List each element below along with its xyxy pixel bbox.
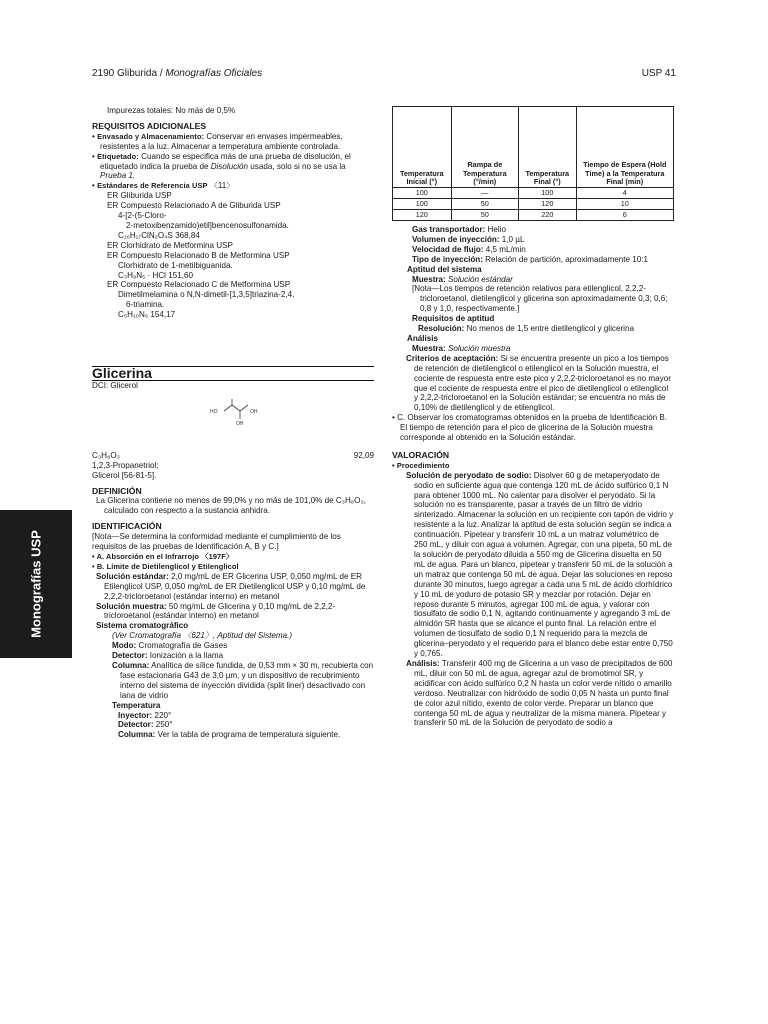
- ident-c: • C. Observar los cromatogramas obtenidos en la prueba de Identificación B. El tiempo de retención para el pico de glicerina de la Solución muestra corresponde al obtenido en la Solución estándar.: [392, 413, 668, 443]
- solucion-muestra-label: Solución muestra:: [96, 601, 167, 611]
- dci-line: DCI: Glicerol: [92, 380, 138, 390]
- nota-retencion: [Nota—Los tiempos de retención relativos para etilenglicol, 2,2,2-tricloroetanol, dietilenglicol y glicerina son aproximadamente 0,3; 0,6; 0,8 y 1,0, respectivamente.]: [412, 284, 668, 314]
- columna2-line: [92, 730, 374, 740]
- section-tab-label: Monografías USP: [28, 530, 44, 638]
- peryodato-line: [392, 471, 674, 659]
- ref-line: ER Compuesto Relacionado C de Metformina USP: [107, 280, 291, 290]
- muestra2-label: Muestra:: [412, 343, 446, 353]
- impurezas-totales: Impurezas totales: No más de 0,5%: [107, 106, 236, 115]
- table-cell: 120: [519, 199, 576, 210]
- resolucion-line: [392, 324, 674, 334]
- header-book-title: Monografías Oficiales: [165, 68, 263, 79]
- table-cell: —: [451, 188, 518, 199]
- ref-line: C₅H₁₀N₆ 154,17: [118, 310, 176, 320]
- table-cell: 4: [576, 188, 673, 199]
- muestra2-line: [392, 344, 674, 354]
- ident-a-text: A. Absorción en el Infrarrojo 〈197F〉: [96, 552, 234, 561]
- table-header-cell: Temperatura Inicial (°): [393, 107, 452, 188]
- inyector-label: Inyector:: [118, 710, 153, 720]
- columna-line: [92, 661, 374, 701]
- analisis2-label: Análisis:: [406, 658, 440, 668]
- volumen-text: 1,0 µL: [499, 234, 525, 244]
- muestra1-label: Muestra:: [412, 274, 446, 284]
- analisis2-line: [392, 659, 674, 728]
- ref-line: ER Compuesto Relacionado A de Gliburida USP: [107, 201, 281, 211]
- detector2-text: 250°: [153, 720, 173, 730]
- structure-label-oh-bottom: OH: [236, 420, 244, 427]
- resolucion-text: No menos de 1,5 entre dietilenglicol y glicerina: [464, 324, 634, 334]
- tipo-line: [392, 255, 674, 265]
- volumen-line: [392, 235, 674, 245]
- detector-text: Ionización a la llama: [147, 651, 224, 661]
- etiquetado-item: • Etiquetado: Cuando se especifica más de una prueba de disolución, el etiquetado indica la prueba de Disolución usada, solo si no se usa la Prueba 1.: [92, 151, 351, 181]
- solucion-muestra-text: 50 mg/mL de Glicerina y 0,10 mg/mL de 2,2,2-tricloroetanol (estándar interno) en metanol: [104, 601, 336, 621]
- identificacion-heading: IDENTIFICACIÓN: [92, 521, 162, 532]
- header-right: USP 41: [641, 68, 676, 79]
- detector2-line: [92, 720, 374, 730]
- req-aptitud-heading: Requisitos de aptitud: [412, 314, 495, 324]
- solucion-estandar: [92, 572, 374, 602]
- gas-label: Gas transportador:: [412, 225, 486, 234]
- reference-standards-list: [92, 191, 374, 320]
- structure-label-ho: HO: [210, 408, 218, 415]
- detector2-label: Detector:: [118, 720, 154, 730]
- table-cell: 120: [393, 210, 452, 221]
- ref-line: ER Compuesto Relacionado B de Metformina USP: [107, 250, 290, 260]
- criterios-line: [392, 354, 674, 413]
- temperature-program-table: [392, 106, 674, 221]
- peryodato-label: Solución de peryodato de sodio:: [406, 470, 532, 480]
- left-column: [92, 106, 374, 740]
- formula-row: [92, 451, 374, 461]
- modo-label: Modo:: [112, 641, 137, 651]
- columna2-label: Columna:: [118, 730, 156, 740]
- columna-label: Columna:: [112, 660, 150, 670]
- table-cell: 50: [451, 199, 518, 210]
- muestra1-text: Solución estándar: [445, 274, 513, 284]
- aptitud-heading: Aptitud del sistema: [407, 264, 482, 274]
- cas-name: Glicerol [56-81-5].: [92, 470, 157, 480]
- detector-label: Detector:: [112, 651, 148, 661]
- tipo-label: Tipo de inyección:: [412, 254, 483, 264]
- table-header-cell: Temperatura Final (°): [519, 107, 576, 188]
- running-header: [92, 68, 676, 84]
- etiquetado-text2: usada, solo si no se usa la: [248, 161, 346, 171]
- ident-b: • B. Límite de Dietilenglicol y Etilenglicol: [92, 561, 239, 571]
- peryodato-text: Disolver 60 g de metaperyodato de sodio en suficiente agua que contenga 120 mL de ácido sulfúrico 0,1 N para obtener 1000 mL. No calentar para disolver el peryodato. Si la solución no es transparente, pasar a través de un filtro de vidrio sinterizado. Almacenar la solución en un recipiente con tapón de vidrio y resistente a la luz. Analizar la aptitud de esta solución según se indica a continuación. Pipetear y transferir 10 mL a un matraz volumétrico de 250 mL, y diluir con agua a volumen. Agregar, con una pipeta, 50 mL de la solución de peryodato diluida a 550 mg de Glicerina disuelta en 50 mL de agua. Para un blanco, pipetear y transferir 50 mL de la solución a un matraz que contenga 50 mL de agua. Dejar las soluciones en reposo durante 30 minutos, luego agregar a cada una 5 mL de ácido clorhídrico y 10 mL de yoduro de potasio SR y mezclar por rotación. Dejar en reposo durante 5 minutos, agregar 100 mL de agua, y valorar con tiosulfato de sodio 0,1 N, agitando continuamente y agregando 3 mL de almidón SR hasta que se alcance el punto final. La relación entre el volumen de tiosulfato de sodio 0,1 N requerido para la mezcla de glicerina–peryodato y el requerido para el blanco debe estar entre 0,750 y 0,765.: [414, 470, 674, 659]
- chemical-name: 1,2,3-Propanetriol;: [92, 460, 159, 470]
- table-cell: 10: [576, 199, 673, 210]
- solucion-muestra: [92, 602, 374, 622]
- sistema-heading: Sistema cromatográfico: [96, 621, 189, 631]
- etiquetado-italic2: Prueba 1.: [100, 171, 136, 181]
- columna2-text: Ver la tabla de programa de temperatura siguiente.: [155, 730, 341, 740]
- gas-text: Helio: [485, 225, 507, 234]
- procedimiento-label: Procedimiento: [396, 460, 450, 470]
- table-header-cell: Tiempo de Espera (Hold Time) a la Temperatura Final (min): [576, 107, 673, 188]
- molecular-formula: C₃H₈O₃: [92, 450, 120, 460]
- envasado-text: Conservar en envases impermeables, resistentes a la luz. Almacenar a temperatura ambiente controlada.: [100, 131, 343, 151]
- envasado-item: • Envasado y Almacenamiento: Conservar en envases impermeables, resistentes a la luz. Almacenar a temperatura ambiente controlada.: [92, 131, 343, 151]
- chemical-structure: [92, 391, 374, 451]
- ref-line: Clorhidrato de 1-metilbiguanida.: [118, 260, 233, 270]
- inyector-text: 220°: [152, 710, 172, 720]
- ident-c-text: C. Observar los cromatogramas obtenidos en la prueba de Identificación B. El tiempo de retención para el pico de glicerina de la Solución muestra corresponde al obtenido en la Solución estándar.: [397, 413, 668, 443]
- ref-line: 4-[2-(5-Cloro-: [118, 211, 167, 221]
- criterios-text: Si se encuentra presente un pico a los tiempos de retención de dietilenglicol o etilenglicol en la Solución muestra, el cociente de respuesta entre este pico y 2,2,2-tricloroetanol es no mayor que el cociente de respuesta entre el pico de dietilenglicol o etilenglicol y 2,2,2-tricloroetanol en la Solución estándar; se encuentra no más de 0,10% de dietilenglicol y de etilenglicol.: [414, 353, 671, 413]
- velocidad-line: [392, 245, 674, 255]
- envasado-label: Envasado y Almacenamiento:: [97, 131, 205, 141]
- temperatura-heading: Temperatura: [112, 700, 161, 710]
- ref-line: ER Clorhidrato de Metformina USP: [107, 240, 233, 250]
- table-header-row: [393, 107, 674, 188]
- table-cell: 100: [519, 188, 576, 199]
- definicion-text: La Glicerina contiene no menos de 99,0% y no más de 101,0% de C₃H₈O₃, calculado con respecto a la sustancia anhidra.: [96, 496, 366, 516]
- table-cell: 220: [519, 210, 576, 221]
- solucion-estandar-text: 2,0 mg/mL de ER Glicerina USP, 0,050 mg/mL de ER Etilenglicol USP, 0,050 mg/mL de ER Dietilenglicol USP y 0,10 mg/mL de 2,2,2-tricloroetanol (estándar interno) en metanol: [104, 571, 366, 601]
- analisis2-text: Transferir 400 mg de Glicerina a un vaso de precipitados de 600 mL, diluir con 50 mL de agua, agregar azul de bromotimol SR, y acidificar con ácido sulfúrico 0,2 N hasta un color verde nítido o amarillo verdoso. Neutralizar con hidróxido de sodio 0,05 N hasta un punto final de color azul nítido, exento de color verde. Preparar un blanco que contenga 50 mL de agua y neutralizar de la misma manera. Pipetear y transferir 50 mL de la Solución de peryodato de sodio a: [414, 658, 673, 728]
- etiquetado-italic: Disolución: [210, 161, 249, 171]
- monograph-title: Glicerina: [92, 366, 374, 381]
- ref-line: 2-metoxibenzamido)etil]bencenosulfonamida.: [126, 220, 289, 230]
- velocidad-label: Velocidad de flujo:: [412, 244, 484, 254]
- ident-b-text: B. Límite de Dietilenglicol y Etilenglicol: [96, 561, 239, 571]
- tipo-text: Relación de partición, aproximadamente 10:1: [482, 254, 649, 264]
- header-left: [92, 68, 262, 79]
- modo-line: [92, 641, 374, 651]
- sistema-ref: (Ver Cromatografía 〈621〉, Aptitud del Sistema.): [112, 631, 293, 641]
- gas-line: [392, 225, 674, 235]
- solucion-estandar-label: Solución estándar:: [96, 571, 169, 581]
- muestra1-line: [392, 275, 674, 285]
- ref-line: C₁₆H₁₇ClN₂O₄S 368,84: [118, 230, 200, 240]
- section-tab: [0, 510, 72, 658]
- table-row: [393, 199, 674, 210]
- table-cell: 100: [393, 188, 452, 199]
- ref-line: 6-triamina.: [126, 300, 165, 310]
- estandares-label: Estándares de Referencia USP: [97, 181, 208, 191]
- estandares-item: • Estándares de Referencia USP 〈11〉: [92, 181, 235, 191]
- etiquetado-label: Etiquetado:: [97, 151, 139, 161]
- ref-line: Dimetilmelamina o N,N-dimetil-[1,3,5]triazina-2,4,: [118, 290, 295, 300]
- procedimiento-item: • Procedimiento: [392, 460, 450, 470]
- table-cell: 50: [451, 210, 518, 221]
- modo-text: Cromatografía de Gases: [136, 641, 228, 651]
- muestra2-text: Solución muestra: [445, 343, 511, 353]
- resolucion-label: Resolución:: [418, 324, 465, 334]
- molecular-weight: 92,09: [353, 450, 374, 460]
- nota-identificacion: [Nota—Se determina la conformidad mediante el cumplimiento de los requisitos de las pruebas de Identificación A, B y C.]: [92, 532, 341, 552]
- right-column: [392, 106, 674, 728]
- inyector-line: [92, 711, 374, 721]
- criterios-label: Criterios de aceptación:: [406, 353, 499, 363]
- ref-line: ER Gliburida USP: [107, 191, 172, 201]
- definicion-heading: DEFINICIÓN: [92, 485, 142, 496]
- volumen-label: Volumen de inyección:: [412, 234, 500, 244]
- requisitos-heading: REQUISITOS ADICIONALES: [92, 120, 207, 131]
- structure-label-oh-right: OH: [250, 408, 258, 415]
- table-cell: 6: [576, 210, 673, 221]
- table-header-cell: Rampa de Temperatura (°/min): [451, 107, 518, 188]
- ident-a: • A. Absorción en el Infrarrojo 〈197F〉: [92, 552, 234, 561]
- columna-text: Analítica de sílice fundida, de 0,53 mm × 30 m, recubierta con fase estacionaria G43 de 3,0 µm, y un dispositivo de recubrimiento interno del sistema de inyección dividida (split liner) desactivado con lana de vidrio: [120, 660, 374, 700]
- etiquetado-text: Cuando se especifica más de una prueba de disolución, el etiquetado indica la prueba de: [100, 151, 351, 171]
- estandares-ref: 〈11〉: [207, 181, 235, 191]
- glycerol-structure-icon: [92, 391, 374, 451]
- ref-line: C₃H₉N₅ · HCl 151,60: [118, 270, 193, 280]
- velocidad-text: 4,5 mL/min: [483, 244, 526, 254]
- valoracion-heading: VALORACIÓN: [392, 449, 450, 460]
- detector-line: [92, 651, 374, 661]
- table-row: [393, 188, 674, 199]
- table-row: [393, 210, 674, 221]
- table-cell: 100: [393, 199, 452, 210]
- analisis-heading: Análisis: [407, 333, 439, 343]
- header-page-title: 2190 Gliburida /: [92, 68, 166, 79]
